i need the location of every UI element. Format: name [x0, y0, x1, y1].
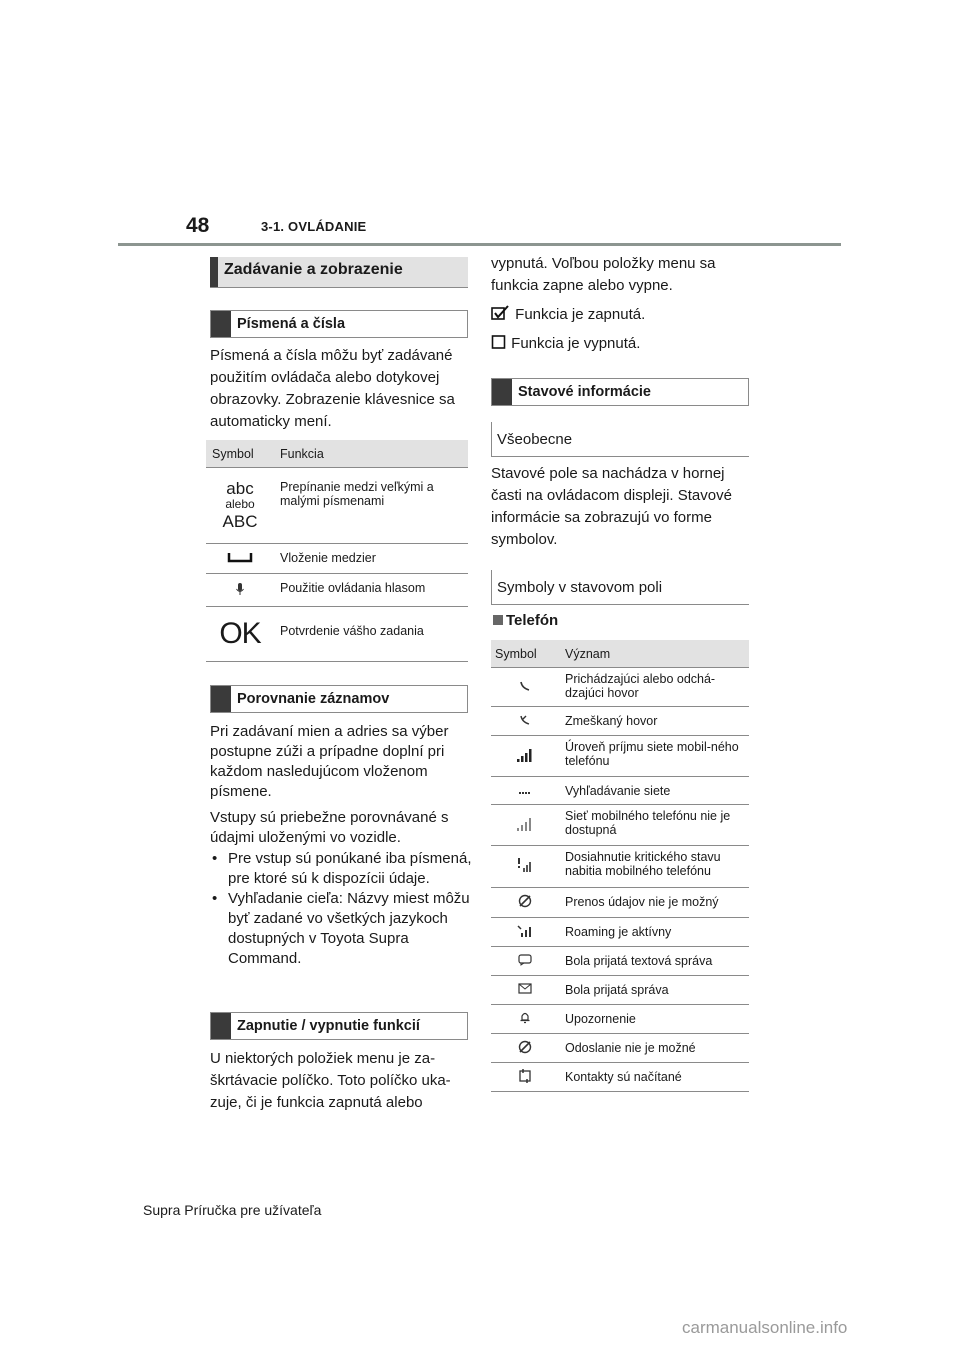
roaming-icon: [491, 918, 559, 947]
row-text: Vloženie medzier: [274, 544, 468, 574]
missed-call-icon: [491, 707, 559, 736]
paragraph-status: Stavové pole sa nachádza v hornej časti na ovládacom displeji. Stavové informácie sa zobrazujú vo forme symbolov.: [491, 465, 732, 548]
table-row: [206, 544, 468, 574]
header-rule: [118, 243, 841, 246]
row-text: Použitie ovládania hlasom: [274, 574, 468, 607]
table-row: [491, 707, 749, 736]
table-row: [491, 1063, 749, 1092]
col-function: Funkcia: [274, 440, 468, 468]
row-text: Odoslanie nie je možné: [559, 1034, 749, 1063]
list-item: • Pre vstup sú ponúkané iba písmená, pre ktoré sú k dispozícii údaje.: [212, 850, 472, 887]
col-meaning: Význam: [559, 640, 749, 668]
email-icon: [491, 976, 559, 1005]
row-text: Prepínanie medzi veľkými a malými písmenami: [274, 468, 468, 544]
subheading-letters: Písmená a čísla: [210, 310, 468, 338]
table-row: [491, 777, 749, 805]
sms-icon: [491, 947, 559, 976]
table-row: [491, 1005, 749, 1034]
row-text: Roaming je aktívny: [559, 918, 749, 947]
chapter-title: 3-1. OVLÁDANIE: [261, 219, 367, 234]
table-row: [491, 668, 749, 707]
col-symbol: Symbol: [491, 640, 559, 668]
paragraph-toggle: U niektorých položiek menu je za-škrtávacie políčko. Toto políčko uka-zuje, či je funkcia zapnutá alebo: [210, 1050, 451, 1111]
row-text: Zmeškaný hovor: [559, 707, 749, 736]
row-text: Prenos údajov nie je možný: [559, 888, 749, 918]
low-battery-icon: [491, 846, 559, 888]
input-symbols-table: [206, 440, 468, 662]
row-text: Upozornenie: [559, 1005, 749, 1034]
case-switch-icon: abc alebo ABC: [206, 468, 274, 544]
space-icon: [206, 544, 274, 574]
row-text: Potvrdenie vášho zadania: [274, 607, 468, 662]
bullet-list: [210, 849, 472, 969]
contacts-icon: [491, 1063, 559, 1092]
col-symbol: Symbol: [206, 440, 274, 468]
ok-icon: OK: [206, 607, 274, 662]
table-row: [491, 1034, 749, 1063]
check-on-line: Funkcia je zapnutá.: [491, 304, 753, 326]
row-text: Sieť mobilného telefónu nie je dostupná: [559, 805, 749, 846]
section-heading: Zadávanie a zobrazenie: [210, 257, 468, 288]
subheading-status: Stavové informácie: [491, 378, 749, 406]
table-row: [491, 888, 749, 918]
send-fail-icon: [491, 1034, 559, 1063]
table-row: [491, 947, 749, 976]
paragraph-letters: Písmená a čísla môžu byť zadávané použitím ovládača alebo dotykovej obrazovky. Zobrazenie klávesnice sa automaticky mení.: [210, 347, 455, 430]
watermark: carmanualsonline.info: [682, 1318, 848, 1337]
row-text: Úroveň príjmu siete mobil-ného telefónu: [559, 736, 749, 777]
unchecked-box-icon: [491, 334, 507, 350]
check-off-line: Funkcia je vypnutá.: [491, 333, 753, 355]
row-text: Vyhľadávanie siete: [559, 777, 749, 805]
network-search-icon: [491, 777, 559, 805]
heading-general: Všeobecne: [491, 422, 749, 457]
subheading-toggle: Zapnutie / vypnutie funkcií: [210, 1012, 468, 1040]
paragraph-toggle-cont: vypnutá. Voľbou položky menu sa funkcia zapne alebo vypne.: [491, 255, 716, 294]
table-row: [206, 607, 468, 662]
signal-strength-icon: [491, 736, 559, 777]
heading-status-symbols: Symboly v stavovom poli: [491, 570, 749, 605]
row-text: Bola prijatá textová správa: [559, 947, 749, 976]
bell-icon: [491, 1005, 559, 1034]
footer-text: Supra Príručka pre užívateľa: [143, 1202, 322, 1218]
table-row: [491, 736, 749, 777]
row-text: Bola prijatá správa: [559, 976, 749, 1005]
table-row: [491, 918, 749, 947]
checked-box-icon: [491, 305, 511, 321]
no-network-icon: [491, 805, 559, 846]
paragraph-compare-1: Pri zadávaní mien a adries sa výber postupne zúži a prípadne doplní pri každom nasledujúcom vloženom písmene.: [210, 723, 449, 800]
table-row: [206, 468, 468, 544]
table-row: [491, 976, 749, 1005]
no-data-icon: [491, 888, 559, 918]
page-number: 48: [186, 214, 210, 237]
telefon-heading: Telefón: [493, 612, 558, 629]
list-item: • Vyhľadanie cieľa: Názvy miest môžu byť zadané vo všetkých jazykoch dostupných v Toyota Supra Command.: [212, 890, 470, 967]
microphone-icon: [206, 574, 274, 607]
row-text: Prichádzajúci alebo odchá-dzajúci hovor: [559, 668, 749, 707]
paragraph-compare-2: Vstupy sú priebežne porovnávané s údajmi uloženými vo vozidle.: [210, 809, 449, 846]
table-row: [206, 574, 468, 607]
table-row: [491, 846, 749, 888]
row-text: Dosiahnutie kritického stavu nabitia mobilného telefónu: [559, 846, 749, 888]
status-symbols-table: [491, 640, 749, 1092]
row-text: Kontakty sú načítané: [559, 1063, 749, 1092]
table-row: [491, 805, 749, 846]
subheading-compare: Porovnanie záznamov: [210, 685, 468, 713]
phone-icon: [491, 668, 559, 707]
